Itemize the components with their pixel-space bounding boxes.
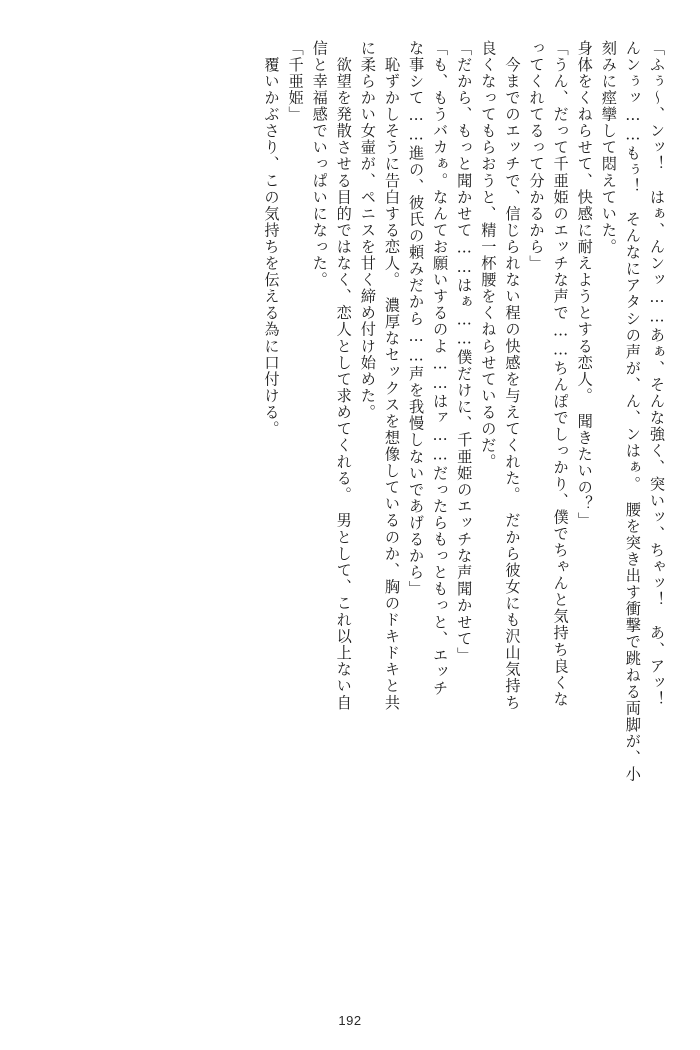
vertical-text-body [36, 40, 664, 992]
text-line: 「うん、だって千亜姫のエッチな声で……ちんぽでしっかり、僕でちゃんと気持ち良くな [551, 40, 570, 708]
text-line: 覆いかぶさり、この気持ちを伝える為に口付ける。 [262, 40, 281, 438]
text-line: 今までのエッチで、信じられない程の快感を与えてくれた。 だから彼女にも沢山気持ち [503, 40, 522, 711]
text-line: 恥ずかしそうに告白する恋人。 濃厚なセックスを想像しているのか、胸のドキドキと共 [382, 40, 401, 711]
text-line: に柔らかい女壷が、ペニスを甘く締め付け始めた。 [358, 40, 377, 421]
text-line: 「千亜姫」 [286, 40, 305, 123]
text-line: 「ふぅ～、ンッ！ はぁ、んンッ……あぁ、そんな強く、突いッ、ちゃッ！ あ、アッ！ [648, 40, 666, 708]
text-line: ってくれてるって分かるから」 [527, 40, 546, 272]
text-line: 良くなってもらおうと、精一杯腰をくねらせているのだ。 [479, 40, 498, 471]
text-line: 刻みに痙攣して悶えていた。 [599, 40, 618, 256]
text-line: 信と幸福感でいっぱいになった。 [310, 40, 329, 289]
page-number: 192 [338, 1013, 362, 1028]
text-line: 「も、もうバカぁ。なんてお願いするのよ……はァ……だったらもっともっと、エッチ [431, 40, 450, 697]
text-line: な事シて……進の、彼氏の頼みだから……声を我慢しないであげるから」 [407, 40, 426, 598]
text-line: 身体をくねらせて、快感に耐えようとする恋人。 聞きたいの？」 [575, 40, 594, 529]
text-line: んンぅッ……もぅ！ そんなにアタシの声が、ん、ンはぁ。 腰を突き出す衝撃で跳ねる両脚が、小 [623, 40, 642, 783]
text-line: 欲望を発散させる目的ではなく、恋人として求めてくれる。 男として、これ以上ない自 [334, 40, 353, 711]
text-line: 「だから、もっと聞かせて……はぁ……僕だけに、千亜姫のエッチな声聞かせて」 [455, 40, 474, 664]
